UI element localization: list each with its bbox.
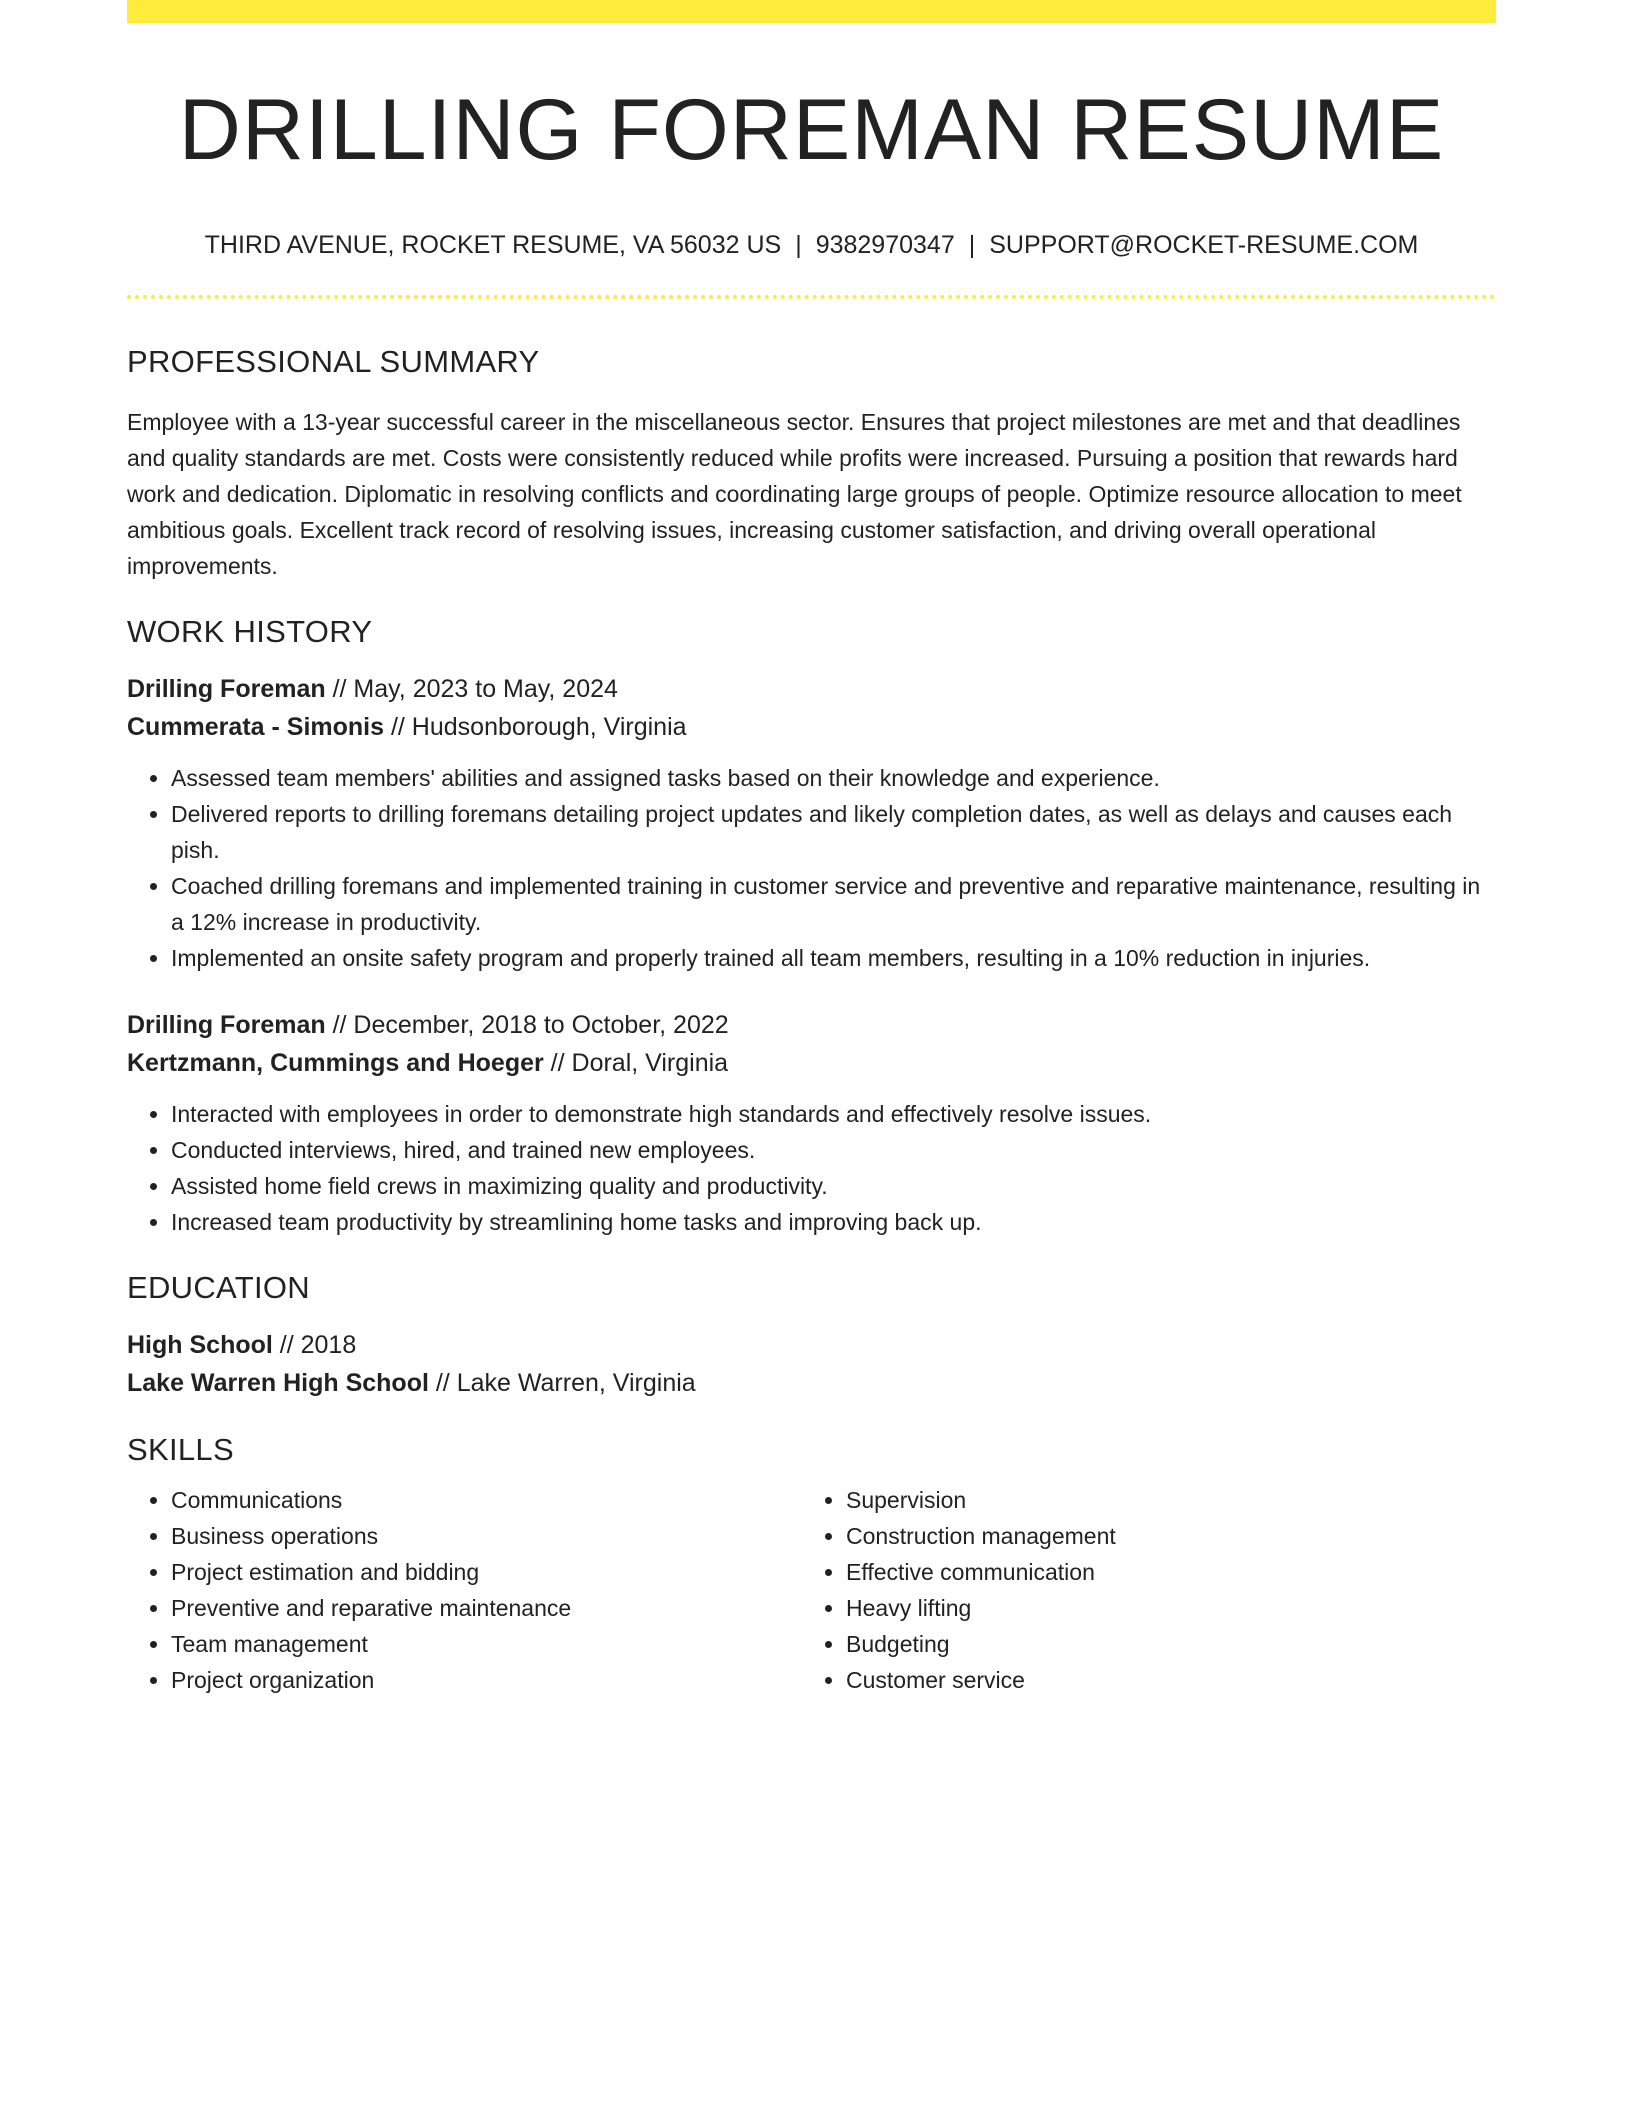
education-degree-line — [127, 1326, 1496, 1364]
skills-grid — [127, 1482, 1496, 1698]
job-location: // Doral, Virginia — [543, 1049, 729, 1077]
job-title-line — [127, 1006, 1496, 1044]
skill-item: • Budgeting — [846, 1626, 1477, 1662]
job-title: Drilling Foreman — [127, 675, 326, 703]
job-company: Cummerata - Simonis — [127, 713, 385, 741]
job-company: Kertzmann, Cummings and Hoeger — [127, 1049, 544, 1077]
job-location: // Hudsonborough, Virginia — [384, 713, 687, 741]
job-title: Drilling Foreman — [127, 1011, 326, 1039]
summary-text: Employee with a 13-year successful career in the miscellaneous sector. Ensures that project milestones are met and that deadlines and quality standards are met. Costs were consistently reduced while profits were increased. Pursuing a position that rewards hard work and dedication. Diplomatic in resolving conflicts and coordinating large groups of people. Optimize resource allocation to meet ambitious goals. Excellent track record of resolving issues, increasing customer satisfaction, and driving overall operational improvements. — [127, 409, 1462, 579]
contact-separator: | — [795, 231, 802, 259]
contact-address: THIRD AVENUE, ROCKET RESUME, VA 56032 US — [204, 231, 782, 259]
work-history-heading: WORK HISTORY — [127, 614, 373, 649]
list-item: • Interacted with employees in order to demonstrate high standards and effectively resolve issues. — [171, 1096, 1496, 1132]
skills-list-left — [127, 1482, 802, 1698]
summary-heading: PROFESSIONAL SUMMARY — [127, 344, 540, 379]
job-bullets — [127, 1096, 1496, 1240]
job-title-line — [127, 670, 1496, 708]
education-degree: High School — [127, 1331, 273, 1359]
education-year: // 2018 — [272, 1331, 357, 1359]
resume-content — [127, 0, 1496, 1698]
skill-item: • Project estimation and bidding — [171, 1554, 802, 1590]
list-item: • Delivered reports to drilling foremans detailing project updates and likely completion dates, as well as delays and causes each pish. — [171, 796, 1496, 868]
contact-email: SUPPORT@ROCKET-RESUME.COM — [989, 231, 1419, 259]
education-school: Lake Warren High School — [127, 1369, 429, 1397]
job-dates: // December, 2018 to October, 2022 — [325, 1011, 729, 1039]
skill-item: • Business operations — [171, 1518, 802, 1554]
skill-item: • Construction management — [846, 1518, 1477, 1554]
education-school-line — [127, 1364, 1496, 1402]
skill-item: • Project organization — [171, 1662, 802, 1698]
skill-item: • Effective communication — [846, 1554, 1477, 1590]
list-item: • Conducted interviews, hired, and trained new employees. — [171, 1132, 1496, 1168]
list-item: • Implemented an onsite safety program and properly trained all team members, resulting in a 10% reduction in injuries. — [171, 940, 1496, 976]
skill-item: • Preventive and reparative maintenance — [171, 1590, 802, 1626]
job-company-line — [127, 708, 1496, 746]
job-entry — [127, 670, 1496, 976]
education-heading: EDUCATION — [127, 1270, 310, 1305]
skills-heading: SKILLS — [127, 1432, 234, 1467]
skill-item: • Heavy lifting — [846, 1590, 1477, 1626]
job-bullets — [127, 760, 1496, 976]
contact-line — [127, 230, 1496, 260]
contact-phone: 9382970347 — [815, 231, 955, 259]
list-item: • Coached drilling foremans and implemented training in customer service and preventive and reparative maintenance, resulting in a 12% increase in productivity. — [171, 868, 1496, 940]
skill-item: • Team management — [171, 1626, 802, 1662]
skills-column-left — [127, 1482, 802, 1698]
skill-item: • Communications — [171, 1482, 802, 1518]
job-company-line — [127, 1044, 1496, 1082]
skills-column-right — [802, 1482, 1477, 1698]
skills-list-right — [802, 1482, 1477, 1698]
dotted-divider — [127, 295, 1496, 299]
contact-separator: | — [968, 231, 976, 259]
job-dates: // May, 2023 to May, 2024 — [325, 675, 618, 703]
page-title: DRILLING FOREMAN RESUME — [178, 82, 1445, 178]
list-item: • Increased team productivity by streamlining home tasks and improving back up. — [171, 1204, 1496, 1240]
skill-item: • Customer service — [846, 1662, 1477, 1698]
list-item: • Assisted home field crews in maximizing quality and productivity. — [171, 1168, 1496, 1204]
education-location: // Lake Warren, Virginia — [428, 1369, 696, 1397]
skill-item: • Supervision — [846, 1482, 1477, 1518]
list-item: • Assessed team members' abilities and assigned tasks based on their knowledge and experience. — [171, 760, 1496, 796]
job-entry — [127, 1006, 1496, 1240]
